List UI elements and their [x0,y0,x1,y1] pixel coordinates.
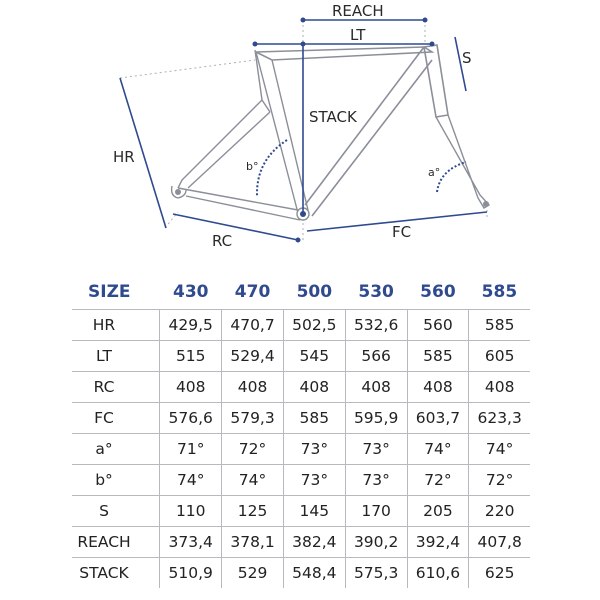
row-label [72,465,160,496]
reach-label: REACH [332,2,384,20]
table-cell: 623,3 [469,403,530,434]
table-row [72,310,530,341]
table-cell: 170 [345,496,407,527]
table-cell: 603,7 [407,403,469,434]
table-row [72,403,530,434]
s-label: S [462,49,472,67]
table-cell: 390,2 [345,527,407,558]
reach-dot-right [423,18,428,23]
fork [436,115,489,208]
table-cell: 595,9 [345,403,407,434]
rear-axle [175,189,181,195]
row-label [72,341,160,372]
size-585: 585 [481,282,518,302]
table-cell: 575,3 [345,558,407,589]
table-cell: 560 [407,310,469,341]
table-cell: 72° [222,434,284,465]
reach-dot-left [301,18,306,23]
table-row [72,372,530,403]
row-label-text: b° [95,471,113,489]
down-tube [305,47,432,216]
a-angle-arc [437,162,466,192]
table-cell: 529 [222,558,284,589]
row-label [72,310,160,341]
table-cell: 408 [222,372,284,403]
table-cell: 529,4 [222,341,284,372]
table-cell: 610,6 [407,558,469,589]
table-cell: 73° [345,434,407,465]
table-cell: 510,9 [160,558,222,589]
chain-stays [178,188,300,220]
table-cell: 73° [345,465,407,496]
top-tube [256,47,432,60]
table-cell: 605 [469,341,530,372]
row-label-text: REACH [77,533,131,551]
table-cell: 408 [283,372,345,403]
table-cell: 566 [345,341,407,372]
table-row [72,434,530,465]
seat-stays [178,100,270,188]
table-cell: 73° [283,434,345,465]
rc-dot-right [296,238,301,243]
table-cell: 429,5 [160,310,222,341]
row-label-text: S [99,502,109,520]
table-cell: 470,7 [222,310,284,341]
b-angle-arc [257,140,287,196]
hr-label: HR [113,148,135,166]
table-cell: 125 [222,496,284,527]
table-row [72,527,530,558]
lt-label: LT [350,26,366,44]
table-cell: 407,8 [469,527,530,558]
size-500: 500 [296,282,333,302]
a-angle-label: a° [428,166,441,179]
fc-label: FC [392,223,412,241]
row-label [72,372,160,403]
table-row [72,496,530,527]
table-cell: 545 [283,341,345,372]
row-label [72,527,160,558]
table-cell: 625 [469,558,530,589]
row-label [72,496,160,527]
size-430: 430 [172,282,209,302]
size-header-label: SIZE [88,282,131,302]
rc-dimension-line [173,214,298,240]
table-cell: 392,4 [407,527,469,558]
b-angle-label: b° [246,160,259,173]
table-cell: 378,1 [222,527,284,558]
table-cell: 579,3 [222,403,284,434]
rc-label: RC [212,232,233,250]
table-cell: 74° [160,465,222,496]
table-cell: 576,6 [160,403,222,434]
table-cell: 585 [469,310,530,341]
row-label-text: STACK [79,564,129,582]
seat-tube [256,52,308,213]
table-cell: 110 [160,496,222,527]
table-cell: 74° [469,434,530,465]
row-label [72,403,160,434]
row-label [72,558,160,589]
table-cell: 382,4 [283,527,345,558]
row-label-text: HR [92,316,116,334]
table-cell: 502,5 [283,310,345,341]
table-cell: 205 [407,496,469,527]
table-row [72,341,530,372]
table-cell: 220 [469,496,530,527]
geometry-table [72,275,530,588]
lt-dot-left [253,42,258,47]
table-cell: 532,6 [345,310,407,341]
table-cell: 72° [469,465,530,496]
table-row [72,558,530,589]
table-cell: 408 [407,372,469,403]
lt-dot-right [430,42,435,47]
row-label-text: LT [96,347,112,365]
size-530: 530 [358,282,394,302]
table-cell: 145 [283,496,345,527]
size-470: 470 [234,282,271,302]
table-cell: 585 [407,341,469,372]
stack-label: STACK [309,108,357,126]
size-560: 560 [420,282,456,302]
bike-frame [172,45,489,220]
front-axle [483,201,489,207]
row-label-text: RC [93,378,115,396]
table-cell: 408 [345,372,407,403]
table-row [72,465,530,496]
table-cell: 71° [160,434,222,465]
row-label-text: a° [95,440,113,458]
table-cell: 548,4 [283,558,345,589]
table-cell: 72° [407,465,469,496]
row-label-text: FC [94,409,114,427]
table-cell: 408 [469,372,530,403]
frame-geometry-diagram [0,0,600,260]
table-cell: 515 [160,341,222,372]
table-cell: 408 [160,372,222,403]
table-cell: 73° [283,465,345,496]
row-label [72,434,160,465]
table-cell: 373,4 [160,527,222,558]
hr-guide-line [120,60,255,78]
table-cell: 74° [407,434,469,465]
table-cell: 74° [222,465,284,496]
head-tube [424,45,448,117]
table-cell: 585 [283,403,345,434]
size-header-row [72,275,530,310]
